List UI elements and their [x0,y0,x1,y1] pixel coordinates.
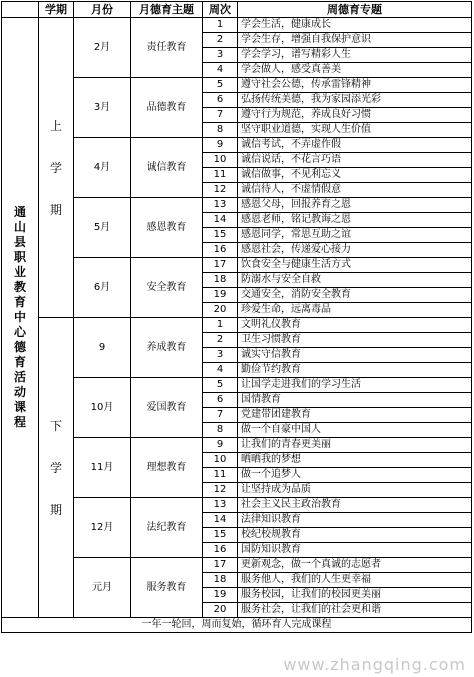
table-row [2,318,472,333]
theme-cell: 安全教育 [131,258,203,318]
term-char: 下 [49,418,62,433]
theme-cell: 诚信教育 [131,138,203,198]
month-cell: 5月 [74,198,131,258]
week-topic: 遵守社会公德，传承雷锋精神 [238,78,472,93]
week-number: 17 [203,558,238,573]
week-topic: 诚信做事，不见利忘义 [238,168,472,183]
term-char: 学 [49,460,62,475]
week-number: 9 [203,438,238,453]
week-topic: 让我们的青春更美丽 [238,438,472,453]
week-number: 15 [203,528,238,543]
week-topic: 法律知识教育 [238,513,472,528]
week-number: 4 [203,363,238,378]
week-topic: 让国学走进我们的学习生活 [238,378,472,393]
vertical-title [2,18,39,618]
week-number: 11 [203,168,238,183]
week-topic: 诚信待人，不虚情假意 [238,183,472,198]
month-cell: 3月 [74,78,131,138]
term-second [39,318,74,618]
week-number: 3 [203,348,238,363]
theme-cell: 法纪教育 [131,498,203,558]
moral-education-schedule-table [1,1,472,633]
week-topic: 党建带团建教育 [238,408,472,423]
term-gap [50,134,63,160]
week-topic: 社会主义民主政治教育 [238,498,472,513]
theme-cell: 养成教育 [131,318,203,378]
week-number: 8 [203,123,238,138]
week-topic: 服务校园，让我们的校园更美丽 [238,588,472,603]
week-number: 10 [203,153,238,168]
week-topic: 感恩同学，常思互助之谊 [238,228,472,243]
week-number: 20 [203,303,238,318]
week-number: 2 [203,33,238,48]
week-topic: 感恩社会，传递爱心接力 [238,243,472,258]
week-number: 10 [203,453,238,468]
week-number: 18 [203,573,238,588]
week-number: 14 [203,213,238,228]
month-cell: 11月 [74,438,131,498]
week-number: 12 [203,183,238,198]
theme-cell: 感恩教育 [131,198,203,258]
week-number: 9 [203,138,238,153]
week-number: 13 [203,198,238,213]
week-number: 20 [203,603,238,618]
week-number: 17 [203,258,238,273]
week-topic: 学会做人，感受真善美 [238,63,472,78]
header-row [2,2,472,18]
header-theme: 月德育主题 [131,2,203,18]
week-topic: 饮食安全与健康生活方式 [238,258,472,273]
week-number: 14 [203,513,238,528]
week-topic: 诚信说话，不花言巧语 [238,153,472,168]
week-topic: 学会生存，增强自我保护意识 [238,33,472,48]
month-cell: 9 [74,318,131,378]
week-number: 7 [203,108,238,123]
week-number: 19 [203,588,238,603]
header-week: 周次 [203,2,238,18]
header-month: 月份 [74,2,131,18]
month-cell: 元月 [74,558,131,618]
week-number: 3 [203,48,238,63]
week-topic: 学会生活，健康成长 [238,18,472,33]
week-topic: 学会学习，谱写精彩人生 [238,48,472,63]
week-topic: 交通安全，消防安全教育 [238,288,472,303]
table-row [2,18,472,33]
week-number: 2 [203,333,238,348]
term-char: 学 [49,160,62,175]
footer-row [2,618,472,633]
week-number: 6 [203,393,238,408]
term-first [39,18,74,318]
week-topic: 感恩父母，回报养育之恩 [238,198,472,213]
term-gap [50,176,63,202]
term-char: 上 [49,118,62,133]
month-cell: 4月 [74,138,131,198]
vertical-title-text: 通山县职业教育中心德育活动课程 [13,205,26,429]
week-topic: 勤俭节约教育 [238,363,472,378]
table-body [2,18,472,618]
week-number: 6 [203,93,238,108]
week-number: 15 [203,228,238,243]
week-number: 7 [203,408,238,423]
week-topic: 校纪校规教育 [238,528,472,543]
week-number: 5 [203,378,238,393]
month-cell: 12月 [74,498,131,558]
week-topic: 更新观念，做一个真诚的志愿者 [238,558,472,573]
week-topic: 服务他人，我们的人生更幸福 [238,573,472,588]
week-topic: 做一个自豪中国人 [238,423,472,438]
week-topic: 国防知识教育 [238,543,472,558]
term-gap [50,434,63,460]
week-topic: 弘扬传统美德，我为家园添光彩 [238,93,472,108]
week-topic: 坚守职业道德，实现人生价值 [238,123,472,138]
term-char: 期 [49,502,62,517]
term-char: 期 [49,202,62,217]
week-number: 8 [203,423,238,438]
week-topic: 卫生习惯教育 [238,333,472,348]
week-topic: 遵守行为规范，养成良好习惯 [238,108,472,123]
week-topic: 诚实守信教育 [238,348,472,363]
header-topic: 周德育专题 [238,2,472,18]
week-topic: 做一个追梦人 [238,468,472,483]
theme-cell: 服务教育 [131,558,203,618]
week-number: 5 [203,78,238,93]
week-topic: 文明礼仪教育 [238,318,472,333]
footer-note: 一年一轮回，周而复始，循环育人完成课程 [2,618,472,633]
week-topic: 诚信考试，不弄虚作假 [238,138,472,153]
week-number: 13 [203,498,238,513]
week-topic: 珍爱生命，远离毒品 [238,303,472,318]
week-number: 19 [203,288,238,303]
week-number: 4 [203,63,238,78]
term-gap [50,476,63,502]
header-blank [2,2,39,18]
week-topic: 国情教育 [238,393,472,408]
week-number: 18 [203,273,238,288]
theme-cell: 品德教育 [131,78,203,138]
month-cell: 2月 [74,18,131,78]
week-number: 1 [203,318,238,333]
week-number: 16 [203,543,238,558]
week-number: 11 [203,468,238,483]
week-number: 12 [203,483,238,498]
theme-cell: 责任教育 [131,18,203,78]
week-topic: 感恩老师，铭记教诲之恩 [238,213,472,228]
week-number: 16 [203,243,238,258]
month-cell: 6月 [74,258,131,318]
month-cell: 10月 [74,378,131,438]
watermark: www.zhangqing.com [283,655,466,674]
theme-cell: 理想教育 [131,438,203,498]
week-topic: 让坚持成为品质 [238,483,472,498]
week-topic: 服务社会，让我们的社会更和谐 [238,603,472,618]
header-term: 学期 [39,2,74,18]
week-number: 1 [203,18,238,33]
week-topic: 晒晒我的梦想 [238,453,472,468]
week-topic: 防溺水与安全自救 [238,273,472,288]
theme-cell: 爱国教育 [131,378,203,438]
